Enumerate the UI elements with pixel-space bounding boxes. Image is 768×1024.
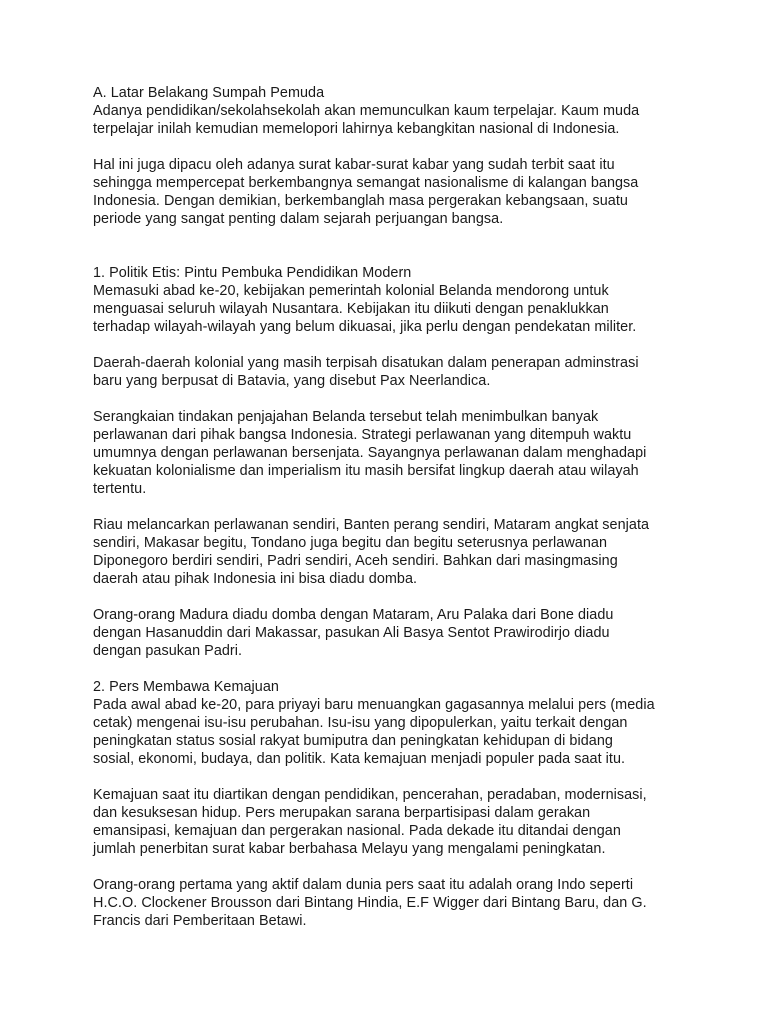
text-line: Adanya pendidikan/sekolahsekolah akan memunculkan kaum terpelajar. Kaum muda [93,103,640,119]
blank-line [93,660,693,678]
text-line: daerah atau pihak Indonesia ini bisa diadu domba. [93,571,418,587]
text-line: sendiri, Makasar begitu, Tondano juga begitu dan begitu seterusnya perlawanan [93,535,607,551]
blank-line [93,858,693,876]
text-line: Memasuki abad ke-20, kebijakan pemerintah kolonial Belanda mendorong untuk [93,283,609,299]
text-line: cetak) mengenai isu-isu perubahan. Isu-isu yang dipopulerkan, yaitu terkait dengan [93,715,628,731]
text-line: peningkatan status sosial rakyat bumiputra dan peningkatan kehidupan di bidang [93,733,613,749]
text-line: kekuatan kolonialisme dan imperialism itu masih bersifat lingkup daerah atau wilayah [93,463,639,479]
text-line: dengan Hasanuddin dari Makassar, pasukan Ali Basya Sentot Prawirodirjo diadu [93,625,610,641]
text-line: sosial, ekonomi, budaya, dan politik. Kata kemajuan menjadi populer pada saat itu. [93,751,626,767]
blank-line [93,246,693,264]
text-line: terpelajar inilah kemudian memelopori lahirnya kebangkitan nasional di Indonesia. [93,121,620,137]
text-line: Orang-orang Madura diadu domba dengan Mataram, Aru Palaka dari Bone diadu [93,607,614,623]
text-line: 2. Pers Membawa Kemajuan [93,679,279,695]
blank-line [93,588,693,606]
blank-line [93,390,693,408]
text-line: perlawanan dari pihak bangsa Indonesia. Strategi perlawanan yang ditempuh waktu [93,427,632,443]
text-line: umumnya dengan perlawanan bersenjata. Sayangnya perlawanan dalam menghadapi [93,445,647,461]
text-line: A. Latar Belakang Sumpah Pemuda [93,85,325,101]
text-line: terhadap wilayah-wilayah yang belum dikuasai, jika perlu dengan pendekatan militer. [93,319,637,335]
text-line: Hal ini juga dipacu oleh adanya surat kabar-surat kabar yang sudah terbit saat itu [93,157,615,173]
blank-line [93,138,693,156]
text-line: tertentu. [93,481,147,497]
text-line: jumlah penerbitan surat kabar berbahasa Melayu yang mengalami peningkatan. [93,841,606,857]
blank-line [93,498,693,516]
text-line: menguasai seluruh wilayah Nusantara. Kebijakan itu diikuti dengan penaklukkan [93,301,609,317]
text-line: Pada awal abad ke-20, para priyayi baru menuangkan gagasannya melalui pers (media [93,697,655,713]
text-line: Orang-orang pertama yang aktif dalam dunia pers saat itu adalah orang Indo seperti [93,877,634,893]
blank-line [93,336,693,354]
text-line: Daerah-daerah kolonial yang masih terpisah disatukan dalam penerapan adminstrasi [93,355,639,371]
text-line: periode yang sangat penting dalam sejarah perjuangan bangsa. [93,211,504,227]
text-line: dan kesuksesan hidup. Pers merupakan sarana berpartisipasi dalam gerakan [93,805,591,821]
blank-line [93,768,693,786]
text-line: sehingga mempercepat berkembangnya semangat nasionalisme di kalangan bangsa [93,175,639,191]
text-line: Diponegoro berdiri sendiri, Padri sendiri, Aceh sendiri. Bahkan dari masingmasing [93,553,618,569]
text-line: 1. Politik Etis: Pintu Pembuka Pendidikan Modern [93,265,412,281]
text-line: dengan pasukan Padri. [93,643,243,659]
text-line: Kemajuan saat itu diartikan dengan pendidikan, pencerahan, peradaban, modernisasi, [93,787,647,803]
text-line: emansipasi, kemajuan dan pergerakan nasional. Pada dekade itu ditandai dengan [93,823,621,839]
document-body [93,84,693,930]
text-line: H.C.O. Clockener Brousson dari Bintang Hindia, E.F Wigger dari Bintang Baru, dan G. [93,895,647,911]
text-line: Indonesia. Dengan demikian, berkembanglah masa pergerakan kebangsaan, suatu [93,193,628,209]
blank-line [93,228,693,246]
text-line: Serangkaian tindakan penjajahan Belanda tersebut telah menimbulkan banyak [93,409,599,425]
text-line: Riau melancarkan perlawanan sendiri, Banten perang sendiri, Mataram angkat senjata [93,517,650,533]
text-line: baru yang berpusat di Batavia, yang disebut Pax Neerlandica. [93,373,491,389]
text-line: Francis dari Pemberitaan Betawi. [93,913,307,929]
